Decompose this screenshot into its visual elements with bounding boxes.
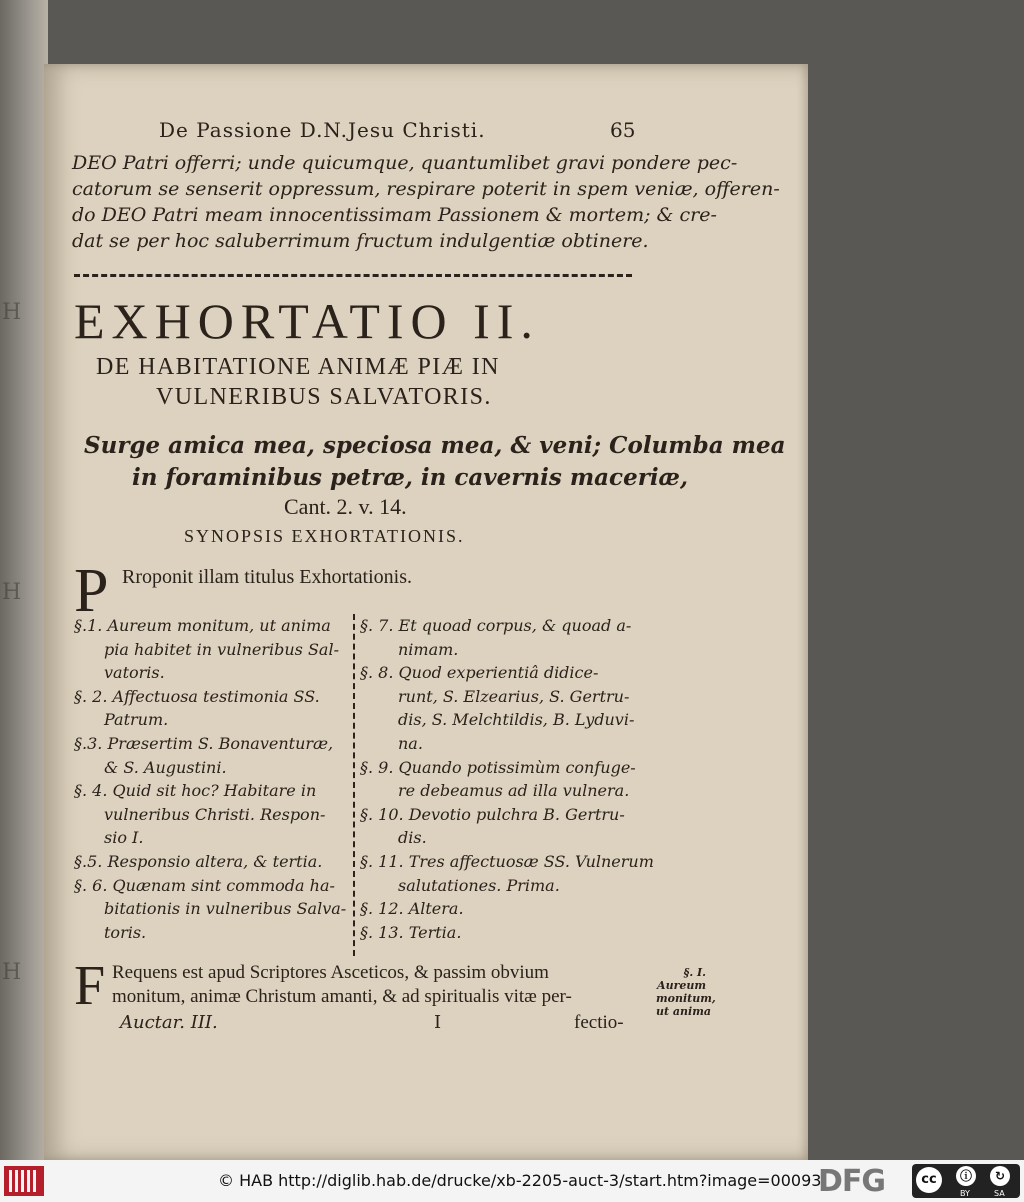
synopsis-entry: sio I. [104,828,144,848]
sa-icon: ↻ [990,1166,1010,1186]
synopsis-entry: §. 7. Et quoad corpus, & quoad a- [360,616,632,635]
synopsis-entry: re debeamus ad illa vulnera. [398,781,630,801]
sheet-mark: I [434,1012,442,1033]
bleed-through-letter: H [2,300,22,325]
bleed-through-letter: H [2,580,22,605]
synopsis-entry: vulneribus Christi. Respon- [104,804,326,824]
synopsis-entry: §. 11. Tres affectuosæ SS. Vulnerum [360,851,654,871]
subtitle-line: VULNERIBUS SALVATORIS. [156,384,492,410]
synopsis-entry: nimam. [398,639,459,659]
synopsis-dropcap: P [74,557,109,625]
subtitle-line: DE HABITATIONE ANIMÆ PIÆ IN [96,354,500,380]
scripture-quote-line: in foraminibus petræ, in cavernis maceriæ, [132,464,688,491]
by-label: BY [960,1189,970,1198]
synopsis-entry: §.5. Responsio altera, & tertia. [74,851,323,871]
synopsis-entry: §. 6. Quænam sint commoda ha- [74,875,335,895]
margin-note-line: ut anima [656,1005,711,1018]
sa-label: SA [994,1189,1005,1198]
synopsis-entry: bitationis in vulneribus Salva- [104,899,347,919]
signature-mark: Auctar. III. [120,1012,218,1033]
scripture-reference: Cant. 2. v. 14. [284,494,407,519]
catchword: fectio- [574,1012,624,1033]
page-number: 65 [610,118,636,142]
viewer-footer [0,1160,1024,1202]
library-barcode-logo [4,1166,44,1196]
body-line: monitum, animæ Christum amanti, & ad spiritualis vitæ per- [112,986,572,1007]
synopsis-entry: pia habitet in vulneribus Sal- [104,639,339,659]
synopsis-entry: §. 10. Devotio pulchra B. Gertru- [360,804,625,824]
synopsis-entry: §. 2. Affectuosa testimonia SS. [74,686,320,706]
intro-line: do DEO Patri meam innocentissimam Passionem & mortem; & cre- [72,204,717,226]
synopsis-intro: Rroponit illam titulus Exhortationis. [122,566,412,588]
margin-note-line: monitum, [656,992,716,1005]
intro-line: dat se per hoc saluberrimum fructum indulgentiæ obtinere. [72,230,649,252]
margin-note [656,966,716,1018]
synopsis-entry: §.1. Aureum monitum, ut anima [74,616,331,635]
exhortation-title: EXHORTATIO II. [74,293,540,349]
synopsis-entry: §. 12. Altera. [360,899,464,919]
synopsis-entry: na. [398,733,423,753]
synopsis-entry: runt, S. Elzearius, S. Gertru- [398,686,630,706]
book-page [44,64,808,1160]
synopsis-entry: dis, S. Melchtildis, B. Lyduvi- [398,710,635,730]
synopsis-entry: §. 8. Quod experientiâ didice- [360,663,599,683]
synopsis-entry: §. 4. Quid sit hoc? Habitare in [74,781,317,801]
margin-note-line: §. I. [683,966,706,979]
intro-line: catorum se senserit oppressum, respirare poterit in spem veniæ, offeren- [72,178,780,200]
synopsis-entry: salutationes. Prima. [398,875,560,895]
synopsis-right-column [360,614,654,944]
cc-icon: cc [916,1167,942,1193]
by-icon: ⓘ [956,1166,976,1186]
synopsis-left-column [74,614,346,944]
running-head: De Passione D.N.Jesu Christi. [159,118,486,142]
adjacent-page-edge [0,0,48,1160]
synopsis-heading: SYNOPSIS EXHORTATIONIS. [184,526,465,546]
synopsis-entry: §.3. Præsertim S. Bonaventuræ, [74,733,334,753]
intro-line: DEO Patri offerri; unde quicumque, quantumlibet gravi pondere pec- [72,152,738,174]
source-url[interactable]: © HAB http://diglib.hab.de/drucke/xb-2205-auct-3/start.htm?image=00093 [218,1171,822,1190]
synopsis-entry: §. 9. Quando potissimùm confuge- [360,757,636,777]
column-divider [353,614,355,956]
license-badge[interactable] [912,1164,1020,1198]
synopsis-entry: §. 13. Tertia. [360,922,462,942]
synopsis-entry: vatoris. [104,663,165,683]
section-rule [74,274,632,277]
synopsis-entry: & S. Augustini. [104,757,227,777]
scripture-quote-line: Surge amica mea, speciosa mea, & veni; Columba mea [84,432,786,459]
synopsis-entry: Patrum. [104,710,169,730]
synopsis-entry: toris. [104,922,147,942]
body-dropcap: F [74,955,106,1017]
margin-note-line: Aureum [657,979,706,992]
body-line: Requens est apud Scriptores Asceticos, & passim obvium [112,962,549,983]
bleed-through-letter: H [2,960,22,985]
dfg-logo: DFG [818,1164,886,1199]
synopsis-entry: dis. [398,828,427,848]
